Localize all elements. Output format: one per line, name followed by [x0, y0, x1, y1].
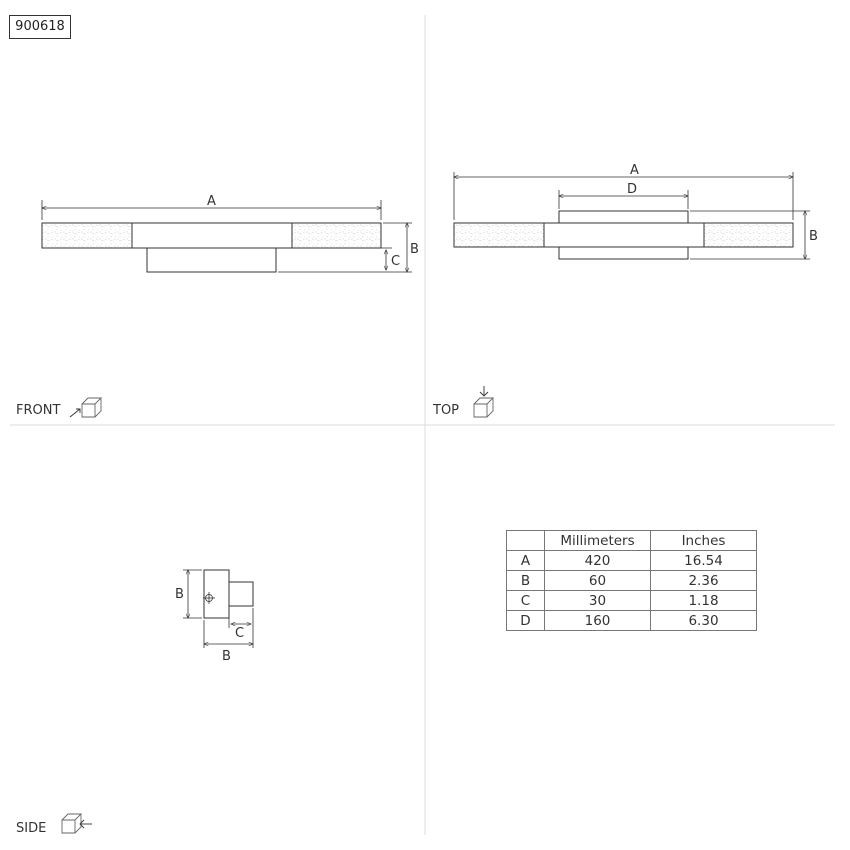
top-right-panel [704, 223, 793, 247]
side-dim-c-label: C [235, 626, 245, 641]
dimension-table [506, 530, 757, 631]
table-header-cell: Inches [651, 531, 757, 551]
side-body [204, 570, 229, 618]
front-center-body [132, 223, 292, 248]
table-row [507, 551, 757, 571]
front-view [42, 200, 412, 272]
side-dim-b-horizontal-label: B [222, 649, 231, 664]
dim-in: 6.30 [651, 611, 757, 631]
dim-mm: 30 [545, 591, 651, 611]
dim-mm: 60 [545, 571, 651, 591]
product-code: 900618 [9, 15, 71, 39]
table-row [507, 611, 757, 631]
dim-in: 1.18 [651, 591, 757, 611]
front-lower-base [147, 248, 276, 272]
dim-key: C [507, 591, 545, 611]
front-dim-c-label: C [391, 254, 401, 269]
top-center-body [544, 223, 704, 247]
dim-in: 2.36 [651, 571, 757, 591]
front-dim-a-label: A [207, 194, 216, 209]
table-row [507, 571, 757, 591]
table-row [507, 591, 757, 611]
top-upper-base [559, 211, 688, 223]
dim-key: D [507, 611, 545, 631]
dim-mm: 160 [545, 611, 651, 631]
dim-in: 16.54 [651, 551, 757, 571]
top-lower-base [559, 247, 688, 259]
front-cube-icon [70, 398, 101, 417]
top-dim-b-label: B [809, 229, 818, 244]
side-base [229, 582, 253, 606]
front-dim-b-label: B [410, 242, 419, 257]
top-left-panel [454, 223, 544, 247]
dim-key: A [507, 551, 545, 571]
side-cube-icon [62, 814, 92, 833]
front-view-label: FRONT [16, 403, 61, 418]
top-dim-d-label: D [627, 182, 638, 197]
table-header-row [507, 531, 757, 551]
top-cube-icon [474, 386, 493, 417]
front-right-panel [292, 223, 381, 248]
front-left-panel [42, 223, 132, 248]
top-view-label: TOP [433, 403, 460, 418]
top-dim-a-label: A [630, 163, 639, 178]
table-header-cell: Millimeters [545, 531, 651, 551]
table-header-cell [507, 531, 545, 551]
dim-mm: 420 [545, 551, 651, 571]
dim-key: B [507, 571, 545, 591]
side-dim-b-vertical-label: B [175, 587, 184, 602]
side-view-label: SIDE [16, 821, 47, 836]
